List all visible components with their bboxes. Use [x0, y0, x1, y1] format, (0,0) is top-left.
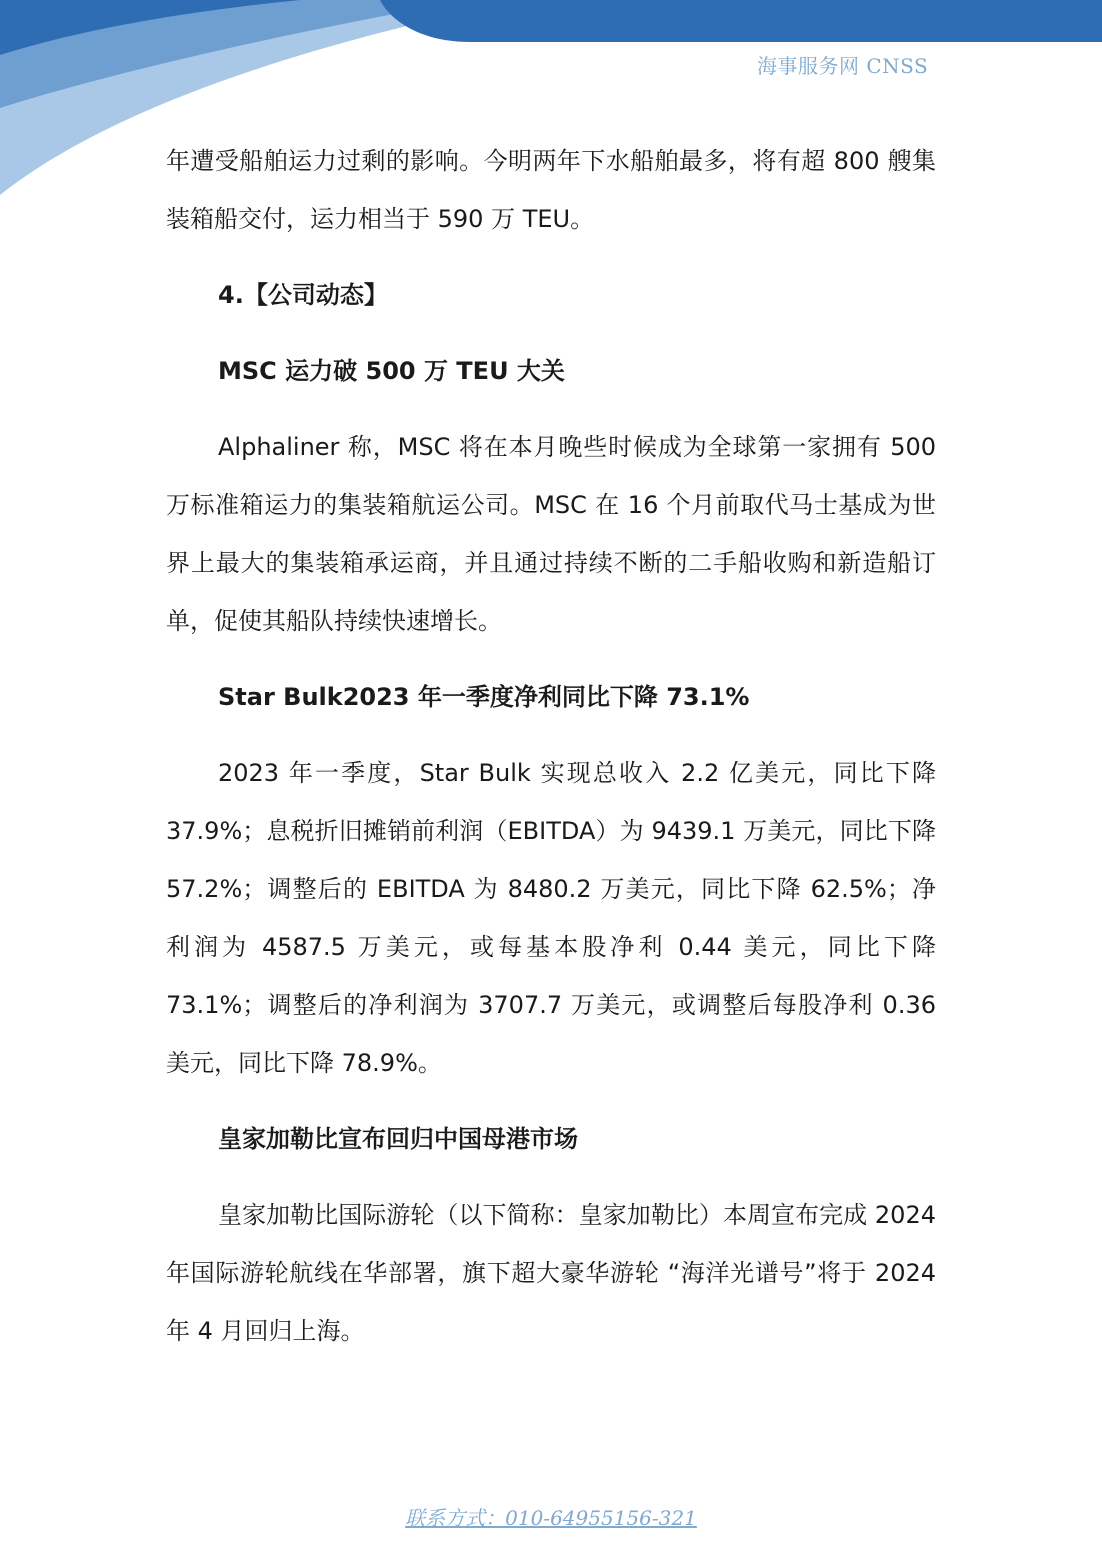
footer-contact: [0, 1502, 1102, 1531]
news-title-msc: MSC 运力破 500 万 TEU 大关: [218, 357, 565, 385]
news-text-msc: Alphaliner 称，MSC 将在本月晚些时候成为全球第一家拥有 500 万标准箱运力的集装箱航运公司。MSC 在 16 个月前取代马士基成为世界上最大的集装箱承运商，并且通过持续不断的二手船收购和新造船订单，促使其船队持续快速增长。: [166, 433, 936, 635]
wave-dark-band: [380, 0, 1102, 42]
news-text-starbulk: 2023 年一季度，Star Bulk 实现总收入 2.2 亿美元，同比下降 37.9%；息税折旧摊销前利润（EBITDA）为 9439.1 万美元，同比下降 57.2%；调整后的 EBITDA 为 8480.2 万美元，同比下降 62.5%；净利润为 4587.5 万美元，或每基本股净利 0.44 美元，同比下降 73.1%；调整后的净利润为 3707.7 万美元，或调整后每股净利 0.36 美元，同比下降 78.9%。: [166, 759, 936, 1077]
section-title: 4.【公司动态】: [218, 281, 388, 309]
news-title-starbulk: Star Bulk2023 年一季度净利同比下降 73.1%: [218, 683, 750, 711]
footer-contact-text: 联系方式：010-64955156-321: [405, 1506, 697, 1530]
news-title-royal-caribbean: 皇家加勒比宣布回归中国母港市场: [218, 1125, 578, 1153]
brand-label: 海事服务网 CNSS: [757, 54, 929, 78]
article-body: [166, 132, 936, 1360]
continued-paragraph: 年遭受船舶运力过剩的影响。今明两年下水船舶最多，将有超 800 艘集装箱船交付，运力相当于 590 万 TEU。: [166, 147, 936, 233]
news-text-royal-caribbean: 皇家加勒比国际游轮（以下简称：皇家加勒比）本周宣布完成 2024 年国际游轮航线在华部署，旗下超大豪华游轮 “海洋光谱号”将于 2024 年 4 月回归上海。: [166, 1201, 936, 1345]
